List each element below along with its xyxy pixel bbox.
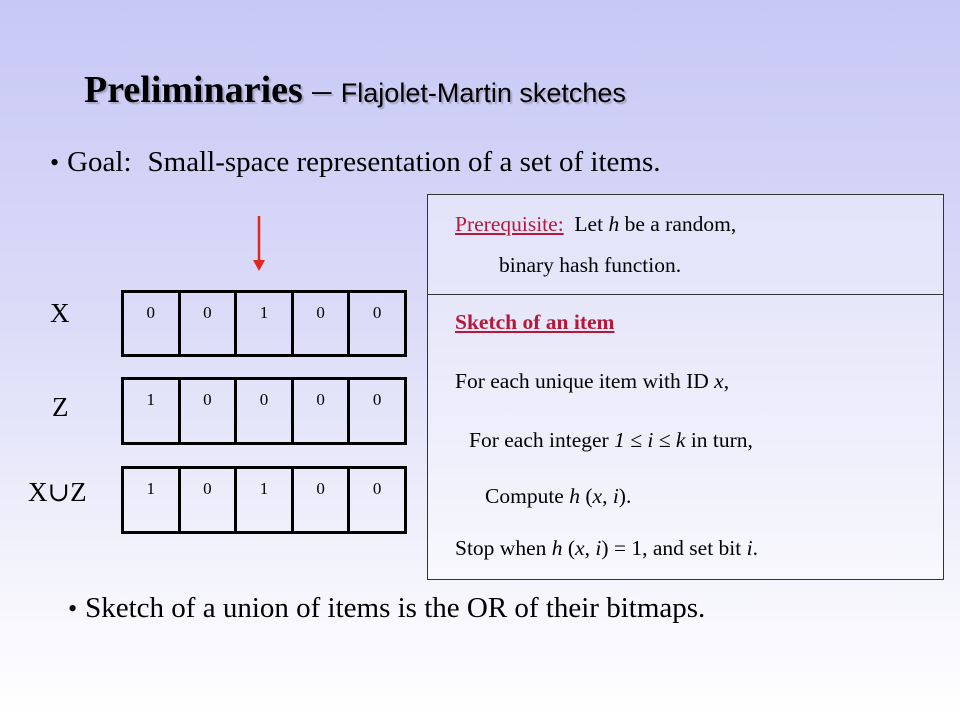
title-dash: – [302, 69, 341, 111]
bit-cell: 0 [294, 469, 351, 531]
slide-title [84, 68, 626, 112]
bit-cell: 0 [294, 293, 351, 354]
sketch-heading: Sketch of an item [455, 310, 615, 334]
bit-cell: 0 [181, 469, 238, 531]
bit-cell: 0 [294, 380, 351, 442]
union-left-label: X [28, 477, 48, 507]
union-symbol: ∪ [47, 477, 71, 507]
bitmap-label-x: X [50, 298, 70, 328]
bullet-dot: • [68, 594, 78, 623]
bit-cell: 1 [124, 380, 181, 442]
bullet-dot: • [50, 148, 60, 177]
bitmap-x [121, 290, 407, 357]
union-right-label: Z [70, 477, 87, 507]
bit-cell: 1 [237, 469, 294, 531]
union-text: Sketch of a union of items is the OR of their bitmaps. [85, 592, 706, 624]
title-subtitle: Flajolet-Martin sketches [340, 78, 626, 108]
prereq-line-2: binary hash function. [499, 253, 682, 277]
bit-cell: 0 [124, 293, 181, 354]
bit-cell: 0 [181, 380, 238, 442]
union-bullet [68, 592, 705, 625]
sketch-line-4: Stop when h (x, i) = 1, and set bit i. [455, 536, 758, 560]
goal-bullet [50, 146, 661, 179]
bit-cell: 0 [350, 380, 407, 442]
goal-text: Small-space representation of a set of items. [147, 146, 661, 178]
bit-cell: 1 [124, 469, 181, 531]
bit-cell: 0 [350, 293, 407, 354]
bitmap-label-x-union-z [28, 477, 87, 508]
algorithm-box [427, 194, 944, 580]
sketch-line-1: For each unique item with ID x, [455, 369, 730, 393]
bitmap-z [121, 377, 407, 445]
goal-label: Goal: [67, 146, 132, 178]
sketch-line-2: For each integer 1 ≤ i ≤ k in turn, [469, 428, 753, 452]
title-main: Preliminaries [84, 69, 303, 111]
prereq-line-1: Prerequisite: Let h be a random, [455, 212, 737, 236]
box-divider [428, 294, 943, 295]
sketch-line-3: Compute h (x, i). [485, 484, 632, 508]
bit-cell: 0 [181, 293, 238, 354]
prereq-label: Prerequisite: [455, 212, 564, 236]
bitmap-x-union-z [121, 466, 407, 534]
bit-cell: 1 [237, 293, 294, 354]
bitmap-label-z: Z [52, 392, 69, 422]
bit-cell: 0 [237, 380, 294, 442]
bit-cell: 0 [350, 469, 407, 531]
down-arrow-icon [249, 216, 269, 272]
